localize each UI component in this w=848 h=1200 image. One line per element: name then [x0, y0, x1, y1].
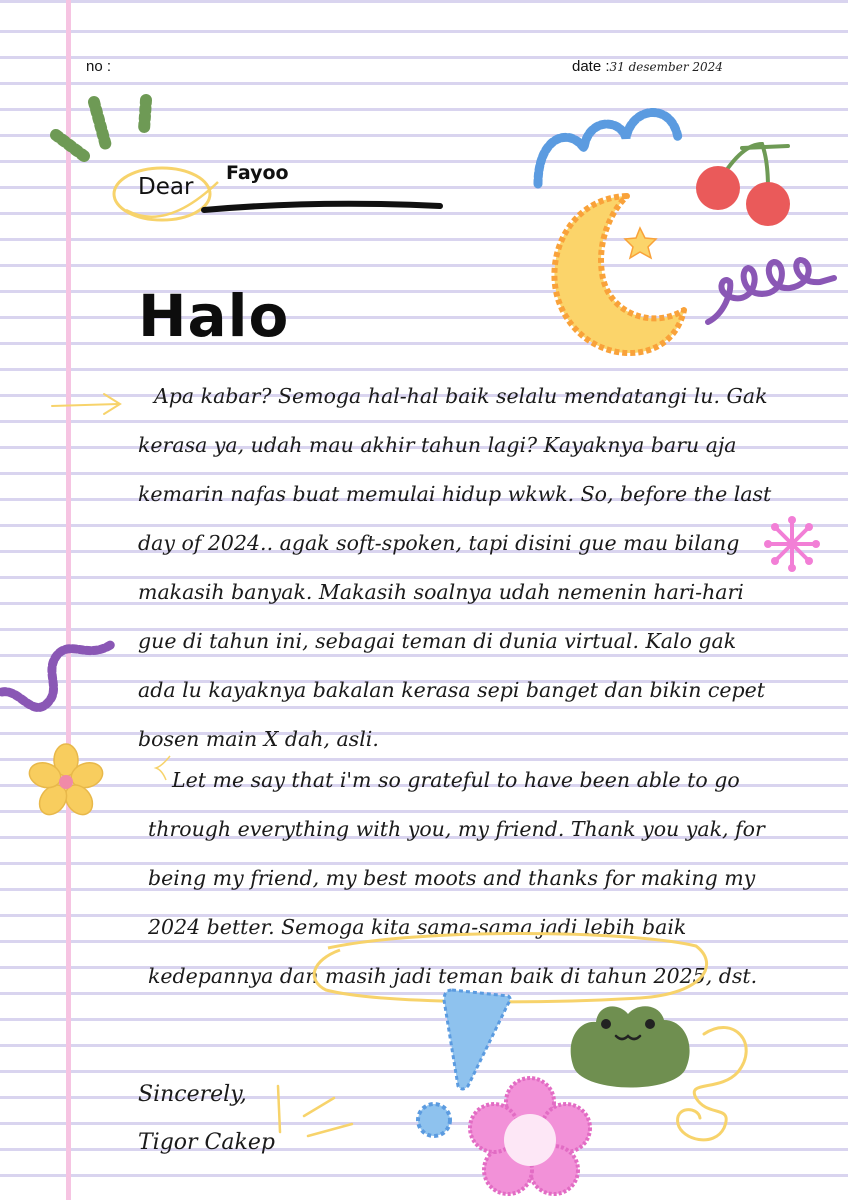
closing-sincerely: Sincerely, [138, 1082, 247, 1107]
sender-name: Tigor Cakep [138, 1130, 275, 1155]
crescent-moon-icon [532, 188, 702, 368]
yellow-strokes-icon [268, 1078, 364, 1148]
yellow-swirl-icon [664, 1014, 764, 1154]
arrow-icon [48, 388, 128, 418]
green-dashes-icon [44, 90, 174, 170]
date-value: 31 desember 2024 [609, 60, 723, 74]
number-label: no : [86, 58, 112, 75]
cherries-icon [690, 130, 800, 230]
date-field [572, 58, 723, 75]
purple-spiral-icon [700, 252, 840, 332]
date-label: date : [572, 58, 610, 75]
letter-paragraph-2: Let me say that i'm so grateful to have been able to go through everything with you, my friend. Thank you yak, for being my friend, my best moots and thanks for making my 2024 better. Semoga kita sama-sama jadi lebih baik kedepannya dan masih jadi teman baik di tahun 2025, dst. [148, 768, 765, 988]
cloud-squiggle-icon [528, 98, 688, 194]
greeting-dear: Dear [138, 174, 194, 200]
purple-wave-icon [0, 630, 120, 720]
pink-flower-icon [466, 1072, 596, 1200]
recipient-name: Fayoo [226, 162, 289, 184]
name-underline [196, 196, 446, 216]
yellow-flower-icon [26, 742, 106, 822]
letter-paragraph-1: Apa kabar? Semoga hal-hal baik selalu mendatangi lu. Gak kerasa ya, udah mau akhir tahun lagi? Kayaknya baru aja kemarin nafas buat memulai hidup wkwk. So, before the last day of 2024.. agak soft-spoken, tapi disini gue mau bilang makasih banyak. Makasih soalnya udah nemenin hari-hari gue di tahun ini, sebagai teman di dunia virtual. Kalo gak ada lu kayaknya bakalan kerasa sepi banget dan bikin cepet bosen main X dah, asli. [138, 384, 772, 751]
pink-asterisk-icon [762, 514, 822, 574]
margin-line [66, 0, 71, 1200]
letter-title: Halo [138, 282, 290, 350]
